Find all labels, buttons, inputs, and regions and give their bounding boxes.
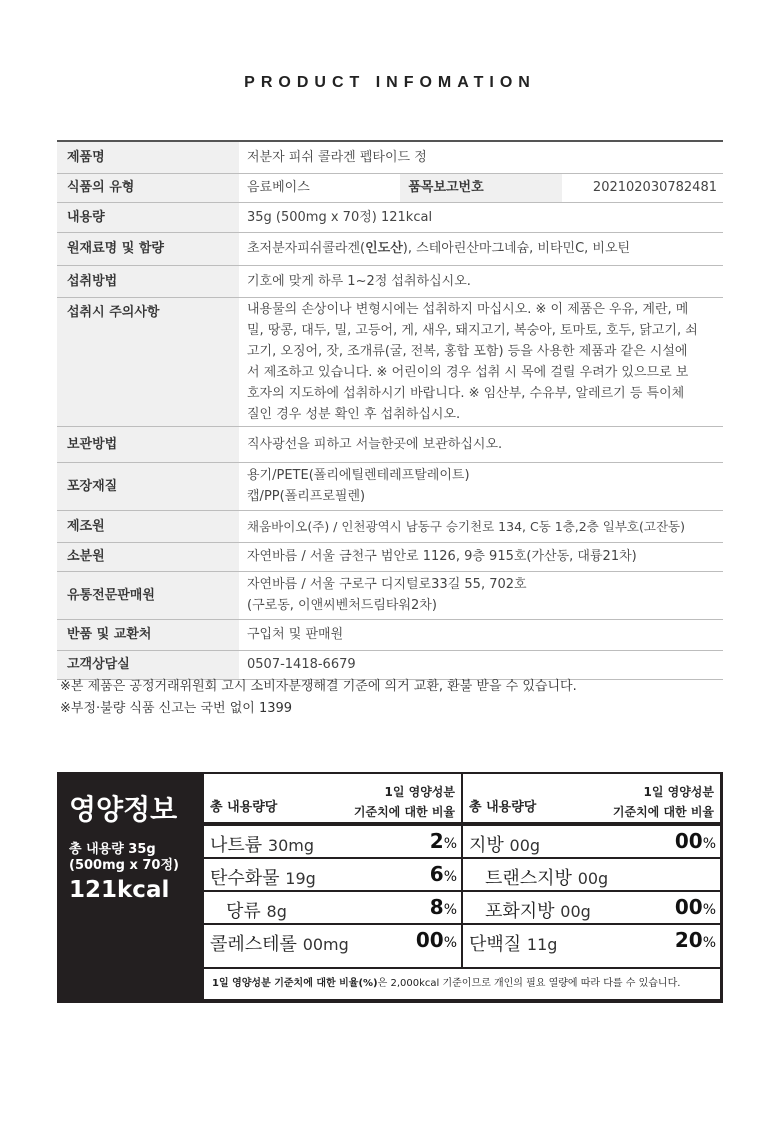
percent-unit: % (443, 836, 457, 852)
nutrient-label: 당류 (226, 901, 261, 922)
header-ratio-line: 기준치에 대한 비율 (353, 805, 455, 819)
row-value: 저분자 피쉬 콜라겐 펩타이드 정 (239, 141, 723, 173)
nutrition-panel (204, 774, 720, 967)
row-value: 음료베이스 (239, 173, 400, 202)
nutrition-total (69, 842, 179, 874)
caution-line: 밀, 땅콩, 대두, 밀, 고등어, 게, 새우, 돼지고기, 복숭아, 토마토, 호두, 닭고기, 쇠 (247, 322, 698, 338)
header-ratio-line: 기준치에 대한 비율 (612, 805, 714, 819)
nutrition-summary (57, 772, 204, 1003)
percent-unit: % (443, 869, 457, 885)
footnote-text: 은 2,000kcal 기준이므로 개인의 필요 열량에 따라 다를 수 있습니다. (377, 978, 681, 989)
column-header (204, 774, 461, 826)
percent-unit: % (443, 902, 457, 918)
nutrient-name (210, 930, 349, 956)
table-row (57, 232, 723, 265)
row-value (239, 462, 723, 510)
row-value: 자연바름 / 서울 금천구 범안로 1126, 9층 915호(가산동, 대륭21차) (239, 542, 723, 571)
note-line: ※본 제품은 공정거래위원회 고시 소비자분쟁해결 기준에 의거 교환, 환불 받을 수 있습니다. (60, 679, 577, 694)
nutrition-facts (57, 772, 723, 1003)
percent-value: 00 (674, 895, 703, 919)
row-label: 섭취시 주의사항 (57, 297, 239, 426)
distributor-line: 자연바름 / 서울 구로구 디지털로33길 55, 702호 (247, 577, 527, 592)
nutrient-row (204, 826, 461, 859)
nutrient-name (485, 864, 608, 890)
table-row (57, 297, 723, 426)
caution-line: 질인 경우 성분 확인 후 섭취하십시오. (247, 406, 461, 422)
nutrient-amount: 00g (577, 869, 609, 888)
nutrient-label: 단백질 (469, 934, 522, 955)
row-label: 제품명 (57, 141, 239, 173)
caution-line: 내용물의 손상이나 변형시에는 섭취하지 마십시오. ※ 이 제품은 우유, 계란, 메 (247, 301, 689, 317)
header-ratio-line: 1일 영양성분 (384, 785, 455, 799)
nutrient-row (204, 859, 461, 892)
nutrient-percent (416, 928, 457, 952)
nutrient-row (463, 925, 720, 958)
row-label: 품목보고번호 (400, 173, 561, 202)
row-value: 직사광선을 피하고 서늘한곳에 보관하십시오. (239, 426, 723, 462)
header-ratio-line: 1일 영양성분 (643, 785, 714, 799)
nutrition-kcal: 121kcal (69, 877, 170, 903)
nutrient-percent (675, 928, 716, 952)
header-total: 총 내용량당 (210, 800, 278, 815)
nutrient-label: 나트륨 (210, 835, 263, 856)
percent-unit: % (702, 836, 716, 852)
nutrient-amount: 00g (509, 836, 541, 855)
ingredients-part: 초저분자피쉬콜라겐( (247, 241, 366, 256)
notes (60, 676, 577, 720)
nutrient-label: 트랜스지방 (485, 868, 572, 889)
percent-unit: % (702, 902, 716, 918)
row-value (239, 571, 723, 619)
percent-value: 20 (674, 928, 703, 952)
row-label: 보관방법 (57, 426, 239, 462)
percent-value: 00 (674, 829, 703, 853)
nutrition-column-left (204, 774, 461, 967)
nutrient-row (463, 859, 720, 892)
total-line: 총 내용량 35g (69, 842, 156, 857)
column-header (463, 774, 720, 826)
packaging-line: 용기/PETE(폴리에틸렌테레프탈레이트) (247, 468, 470, 483)
nutrition-title: 영양정보 (69, 793, 178, 826)
row-value: 202102030782481 (562, 173, 723, 202)
row-label: 식품의 유형 (57, 173, 239, 202)
note-line: ※부정·불량 식품 신고는 국번 없이 1399 (60, 701, 293, 716)
nutrient-label: 탄수화물 (210, 868, 280, 889)
row-value: 기호에 맞게 하루 1~2정 섭취하십시오. (239, 265, 723, 297)
total-line: (500mg x 70정) (69, 858, 179, 873)
packaging-line: 캡/PP(폴리프로필렌) (247, 489, 366, 504)
nutrient-percent (675, 895, 716, 919)
page-title: PRODUCT INFOMATION (244, 74, 536, 91)
row-label: 포장재질 (57, 462, 239, 510)
nutrient-row (204, 892, 461, 925)
ingredients-origin: 인도산 (365, 241, 403, 256)
distributor-line: (구로동, 이앤씨벤처드림타워2차) (247, 598, 437, 613)
header-ratio (613, 782, 714, 822)
row-value (239, 297, 723, 426)
nutrient-label: 지방 (469, 835, 504, 856)
nutrient-amount: 8g (266, 902, 287, 921)
table-row (57, 141, 723, 173)
nutrient-name (485, 897, 591, 923)
nutrient-row (463, 892, 720, 925)
percent-value: 2 (429, 829, 444, 853)
caution-line: 호자의 지도하에 섭취하시기 바랍니다. ※ 임산부, 수유부, 알레르기 등 특이체 (247, 385, 685, 401)
table-row (57, 650, 723, 679)
nutrient-percent (430, 829, 457, 853)
row-label: 유통전문판매원 (57, 571, 239, 619)
nutrient-label: 포화지방 (485, 901, 555, 922)
percent-value: 6 (429, 862, 444, 886)
row-label: 소분원 (57, 542, 239, 571)
percent-unit: % (443, 935, 457, 951)
nutrient-percent (430, 862, 457, 886)
nutrient-percent (430, 895, 457, 919)
nutrient-amount: 19g (285, 869, 316, 888)
row-label: 제조원 (57, 510, 239, 542)
row-value: 구입처 및 판매원 (239, 619, 723, 650)
row-label: 반품 및 교환처 (57, 619, 239, 650)
nutrient-label: 콜레스테롤 (210, 934, 297, 955)
percent-value: 00 (415, 928, 444, 952)
row-label: 내용량 (57, 202, 239, 232)
table-row (57, 426, 723, 462)
nutrient-amount: 00g (560, 902, 591, 921)
table-row (57, 202, 723, 232)
footnote-bold: 1일 영양성분 기준치에 대한 비율(%) (212, 978, 378, 989)
nutrient-percent (675, 829, 716, 853)
row-label: 원재료명 및 함량 (57, 232, 239, 265)
header-ratio (354, 782, 455, 822)
nutrient-name (210, 864, 316, 890)
table-row (57, 265, 723, 297)
table-row (57, 571, 723, 619)
percent-unit: % (702, 935, 716, 951)
ingredients-part: ), 스테아린산마그네슘, 비타민C, 비오틴 (402, 241, 631, 256)
nutrient-row (204, 925, 461, 958)
nutrition-footnote (204, 969, 720, 999)
row-label: 섭취방법 (57, 265, 239, 297)
caution-line: 고기, 오징어, 잣, 조개류(굴, 전복, 홍합 포함) 등을 사용한 제품과 같은 시설에 (247, 343, 688, 359)
nutrient-amount: 11g (526, 935, 558, 954)
row-value: 35g (500mg x 70정) 121kcal (239, 202, 723, 232)
nutrient-name (226, 897, 287, 923)
percent-value: 8 (429, 895, 444, 919)
row-value: 채움바이오(주) / 인천광역시 남동구 승기천로 134, C동 1층,2층 일부호(고잔동) (239, 510, 723, 542)
caution-line: 서 제조하고 있습니다. ※ 어린이의 경우 섭취 시 목에 걸릴 우려가 있으므로 보 (247, 364, 689, 380)
nutrient-row (463, 826, 720, 859)
nutrient-name (469, 930, 557, 956)
table-row (57, 510, 723, 542)
table-row (57, 619, 723, 650)
product-info-table (57, 140, 723, 680)
nutrient-name (469, 831, 540, 857)
row-value (239, 232, 723, 265)
table-row (57, 542, 723, 571)
table-row (57, 173, 723, 202)
nutrition-column-right (463, 774, 720, 967)
nutrient-name (210, 831, 314, 857)
row-label: 고객상담실 (57, 650, 239, 679)
nutrient-amount: 00mg (302, 935, 349, 954)
nutrient-amount: 30mg (267, 836, 315, 855)
row-value: 0507-1418-6679 (239, 650, 723, 679)
table-row (57, 462, 723, 510)
header-total: 총 내용량당 (469, 800, 537, 815)
